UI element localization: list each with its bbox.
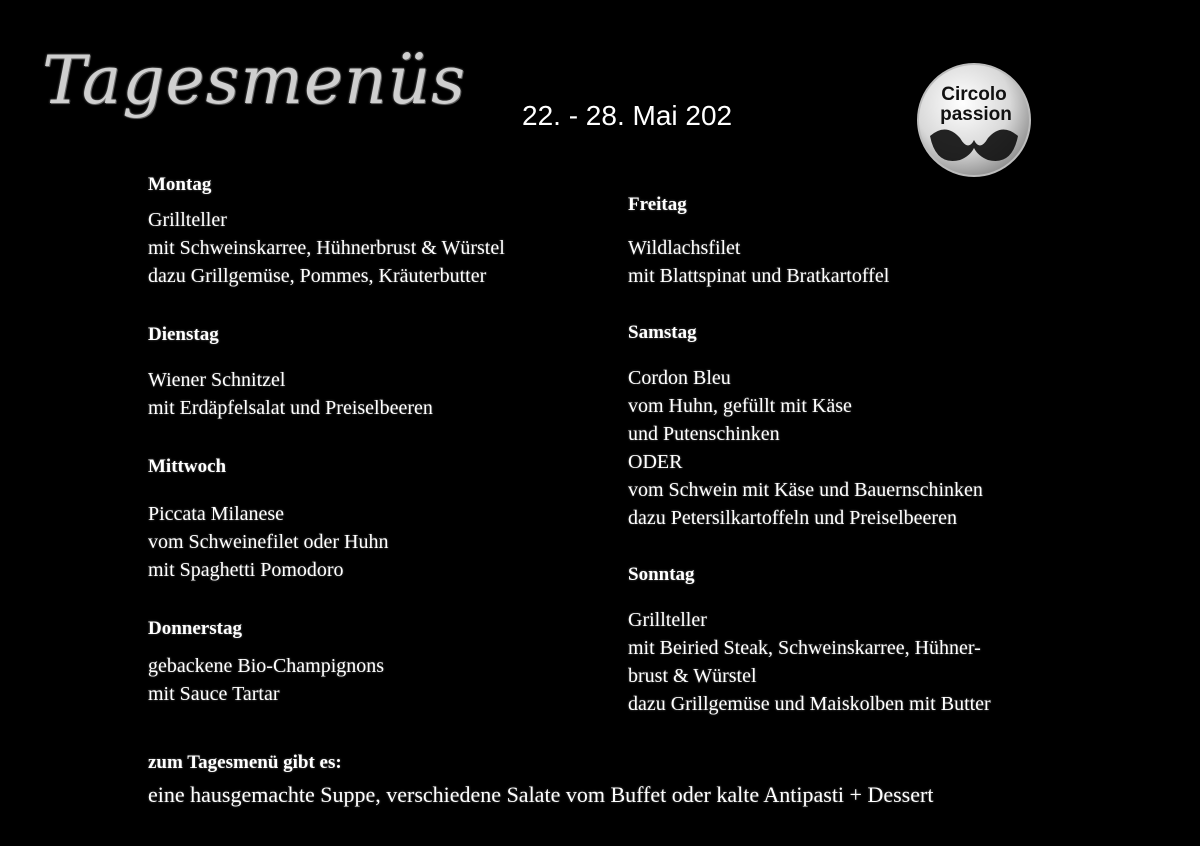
- day-label: Dienstag: [148, 324, 219, 345]
- dish-line: ODER: [628, 451, 683, 473]
- dish-description: [148, 366, 608, 422]
- menu-day-saturday: [628, 322, 1068, 532]
- day-label: Montag: [148, 174, 212, 195]
- footer-heading: zum Tagesmenü gibt es:: [148, 752, 342, 773]
- dish-description: [148, 652, 608, 708]
- day-label: Sonntag: [628, 564, 695, 585]
- dish-line: brust & Würstel: [628, 665, 757, 687]
- dish-line: Wiener Schnitzel: [148, 369, 286, 391]
- dish-line: dazu Grillgemüse und Maiskolben mit Butter: [628, 693, 991, 715]
- dish-line: gebackene Bio-Champignons: [148, 655, 385, 677]
- dish-line: Wildlachsfilet: [628, 237, 741, 259]
- menu-day-tuesday: [148, 324, 608, 422]
- dish-line: mit Erdäpfelsalat und Preiselbeeren: [148, 397, 433, 419]
- dish-line: mit Sauce Tartar: [148, 683, 280, 705]
- date-range: 22. - 28. Mai 202: [522, 100, 733, 131]
- dish-line: vom Schweinefilet oder Huhn: [148, 531, 389, 553]
- dish-description: [628, 364, 1068, 532]
- day-label: Donnerstag: [148, 618, 242, 639]
- dish-description: [148, 500, 608, 584]
- menu-day-wednesday: [148, 456, 608, 584]
- logo-text-line1: Circolo: [941, 84, 1007, 105]
- dish-line: vom Huhn, gefüllt mit Käse: [628, 395, 852, 417]
- dish-description: [628, 234, 1068, 290]
- dish-line: dazu Grillgemüse, Pommes, Kräuterbutter: [148, 265, 487, 287]
- day-label: Samstag: [628, 322, 697, 343]
- menu-day-monday: [148, 174, 608, 290]
- dish-line: Cordon Bleu: [628, 367, 731, 389]
- dish-description: [148, 206, 608, 290]
- day-label: Freitag: [628, 194, 687, 215]
- dish-line: dazu Petersilkartoffeln und Preiselbeeren: [628, 507, 957, 529]
- dish-line: Grillteller: [148, 209, 227, 231]
- dish-line: mit Schweinskarree, Hühnerbrust & Würstel: [148, 237, 505, 259]
- menu-day-friday: [628, 194, 1068, 290]
- dish-description: [628, 606, 1068, 718]
- footer-text: eine hausgemachte Suppe, verschiedene Salate vom Buffet oder kalte Antipasti + Dessert: [148, 782, 934, 807]
- menu-day-sunday: [628, 564, 1068, 718]
- circolo-passion-logo: [916, 62, 1032, 178]
- logo-text-line2: passion: [940, 104, 1012, 125]
- dish-line: mit Blattspinat und Bratkartoffel: [628, 265, 890, 287]
- dish-line: vom Schwein mit Käse und Bauernschinken: [628, 479, 983, 501]
- dish-line: Grillteller: [628, 609, 707, 631]
- dish-line: mit Spaghetti Pomodoro: [148, 559, 344, 581]
- dish-line: und Putenschinken: [628, 423, 780, 445]
- day-label: Mittwoch: [148, 456, 227, 477]
- page-title: Tagesmenüs: [42, 42, 466, 119]
- menu-day-thursday: [148, 618, 608, 708]
- dish-line: Piccata Milanese: [148, 503, 285, 525]
- dish-line: mit Beiried Steak, Schweinskarree, Hühner-: [628, 637, 981, 659]
